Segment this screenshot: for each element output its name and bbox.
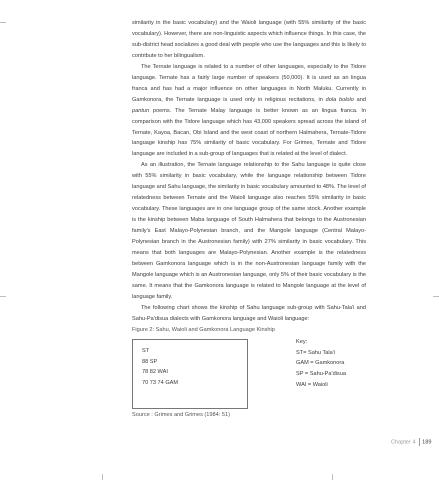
key-item: ST= Sahu Tala'i: [296, 349, 336, 356]
page-footer: [391, 438, 432, 446]
chapter-label: Chapter 4: [391, 439, 416, 446]
page-number: 189: [422, 439, 432, 446]
kinship-diagram: [132, 339, 248, 409]
page-body: [132, 18, 366, 421]
diagram-line: 70 73 74 GAM: [142, 380, 179, 387]
crop-mark: [102, 474, 103, 480]
diagram-line: ST: [142, 347, 150, 354]
figure-caption: Figure 2: Sahu, Waioli and Gamkonora Language Kinship: [132, 326, 275, 333]
crop-mark: [0, 296, 6, 297]
key-item: GAM = Gamkonora: [296, 360, 345, 367]
figure-key: [296, 337, 376, 392]
diagram-line: 88 SP: [142, 358, 158, 365]
key-title: Key:: [296, 338, 308, 345]
paragraph: The following chart shows the kinship of Sahu language sub-group with Sahu-Tala'i and Sahu-Pa'disua dialects with Gamkonora language and Waioli language:: [132, 304, 366, 322]
key-item: SP = Sahu-Pa'disua: [296, 371, 346, 378]
footer-divider: [419, 438, 420, 446]
paragraph: The Ternate language is related to a number of other languages, especially to the Tidore language. Ternate has a fairly large number of speakers (50,000). It is used as an lingua franca and has had a major influence on other languages in North Maluku. Currently in Gamkonora, the Ternate language is used only in religious recitations, in dola bololo and pantun poems. The Ternate Malay language is better known as an lingua franca. In comparison with the Tidore language which has 43,000 speakers spread across the island of Ternate, Kayoa, Bacan, Obi Island and the west coast of northern Halmahera, Ternate-Tidore language kinship has 75% similarity of basic vocabulary. For Grimes, Ternate and Tidore language are included in a sub-group of languages that is related at the level of dialect.: [132, 63, 367, 158]
paragraph: similarity in the basic vocabulary) and the Waioli language (with 55% similarity of the basic vocabulary). However, there are non-linguistic aspects which influence things. In this case, the sub-district head socializes a good deal with people who use the languages and this is likely to contribute to her bilingualism.: [132, 20, 366, 59]
diagram-line: 78 82 WAI: [142, 369, 168, 376]
figure-source: Source : Grimes and Grimes (1984: 51): [132, 411, 230, 418]
figure: [132, 337, 366, 409]
crop-mark: [0, 22, 6, 23]
key-item: WAI = Waioli: [296, 382, 328, 389]
paragraph: As an illustration, the Ternate language relationship to the Sahu language is quite close with 55% similarity in basic vocabulary, while the language relationship between Tidore language and Sahu language, the similarity in basic vocabulary amounted to 48%. The level of relatedness between Ternate and the Waioli language also reaches 55% similarity in basic vocabulary. These languages are in one language group of the same stock. Another example is the kinship between Maba language of South Halmahera that belongs to the Austronesian family's East Malayo-Polynesian branch, and the Mangole language (Central Malayo-Polynesian branch in the Austronesian family) with 27% similarity in basic vocabulary. This means that both languages are Malayo-Polynesian. Another example is the relatedness between Gamkonora language which is in the non-Austronesian language family with the Mangole language which is an Austronesian language, only 5% of their basic vocabulary is the same. It means that the Gamkonora language is related to Mangole language at the level of language family.: [132, 162, 366, 300]
crop-mark: [433, 296, 439, 297]
crop-mark: [332, 474, 333, 480]
